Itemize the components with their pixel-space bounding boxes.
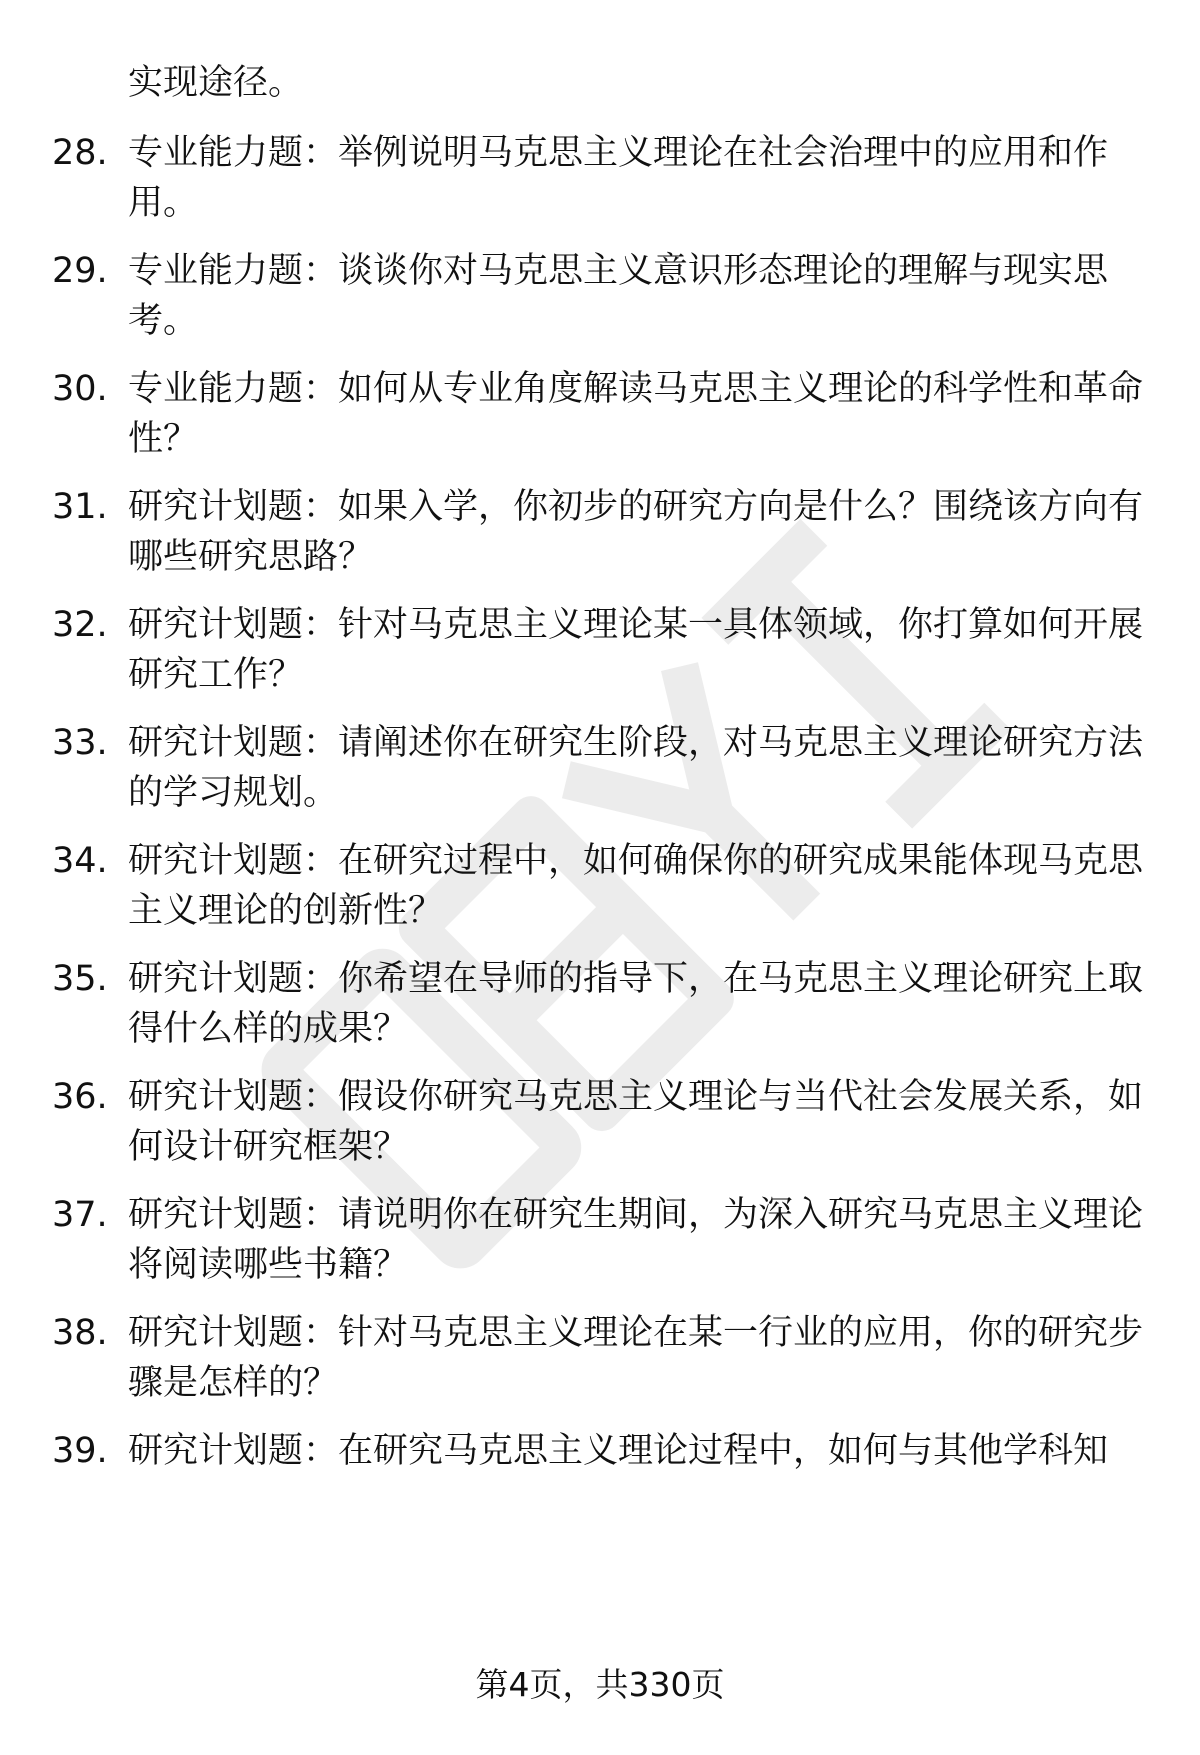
- question-item: [52, 1426, 1152, 1476]
- question-text: 研究计划题：请说明你在研究生期间，为深入研究马克思主义理论将阅读哪些书籍？: [128, 1195, 1144, 1285]
- question-number: 38.: [52, 1313, 108, 1353]
- question-text: 专业能力题：举例说明马克思主义理论在社会治理中的应用和作用。: [128, 133, 1109, 223]
- question-text: 专业能力题：如何从专业角度解读马克思主义理论的科学性和革命性？: [128, 369, 1144, 459]
- question-text: 研究计划题：假设你研究马克思主义理论与当代社会发展关系，如何设计研究框架？: [128, 1077, 1144, 1167]
- question-number: 35.: [52, 959, 108, 999]
- question-number: 31.: [52, 487, 108, 527]
- question-number: 29.: [52, 251, 108, 291]
- question-item: [52, 718, 1152, 818]
- question-item: [52, 1190, 1152, 1290]
- question-number: 37.: [52, 1195, 108, 1235]
- question-number: 30.: [52, 369, 108, 409]
- question-item: [52, 482, 1152, 582]
- question-item: [52, 128, 1152, 228]
- question-number: 34.: [52, 841, 108, 881]
- question-number: 39.: [52, 1431, 108, 1471]
- question-item: [52, 836, 1152, 936]
- question-item: [52, 954, 1152, 1054]
- page-footer-pagination: 第4页，共330页: [475, 1665, 725, 1704]
- question-text: 专业能力题：谈谈你对马克思主义意识形态理论的理解与现实思考。: [128, 251, 1109, 341]
- question-item: [52, 246, 1152, 346]
- question-text: 研究计划题：在研究过程中，如何确保你的研究成果能体现马克思主义理论的创新性？: [128, 841, 1144, 931]
- question-text: 研究计划题：如果入学，你初步的研究方向是什么？围绕该方向有哪些研究思路？: [128, 487, 1144, 577]
- question-number: 28.: [52, 133, 108, 173]
- question-number: 33.: [52, 723, 108, 763]
- continued-paragraph-text: 实现途径。: [128, 63, 304, 103]
- question-text: 研究计划题：针对马克思主义理论某一具体领域，你打算如何开展研究工作？: [128, 605, 1144, 695]
- question-text: 研究计划题：请阐述你在研究生阶段，对马克思主义理论研究方法的学习规划。: [128, 723, 1144, 813]
- question-item: [52, 600, 1152, 700]
- question-text: 研究计划题：针对马克思主义理论在某一行业的应用，你的研究步骤是怎样的？: [128, 1313, 1144, 1403]
- question-number: 36.: [52, 1077, 108, 1117]
- question-item: [52, 1072, 1152, 1172]
- question-text: 研究计划题：在研究马克思主义理论过程中，如何与其他学科知: [128, 1431, 1109, 1471]
- question-number: 32.: [52, 605, 108, 645]
- question-item: [52, 1308, 1152, 1408]
- question-text: 研究计划题：你希望在导师的指导下，在马克思主义理论研究上取得什么样的成果？: [128, 959, 1144, 1049]
- question-item: [52, 364, 1152, 464]
